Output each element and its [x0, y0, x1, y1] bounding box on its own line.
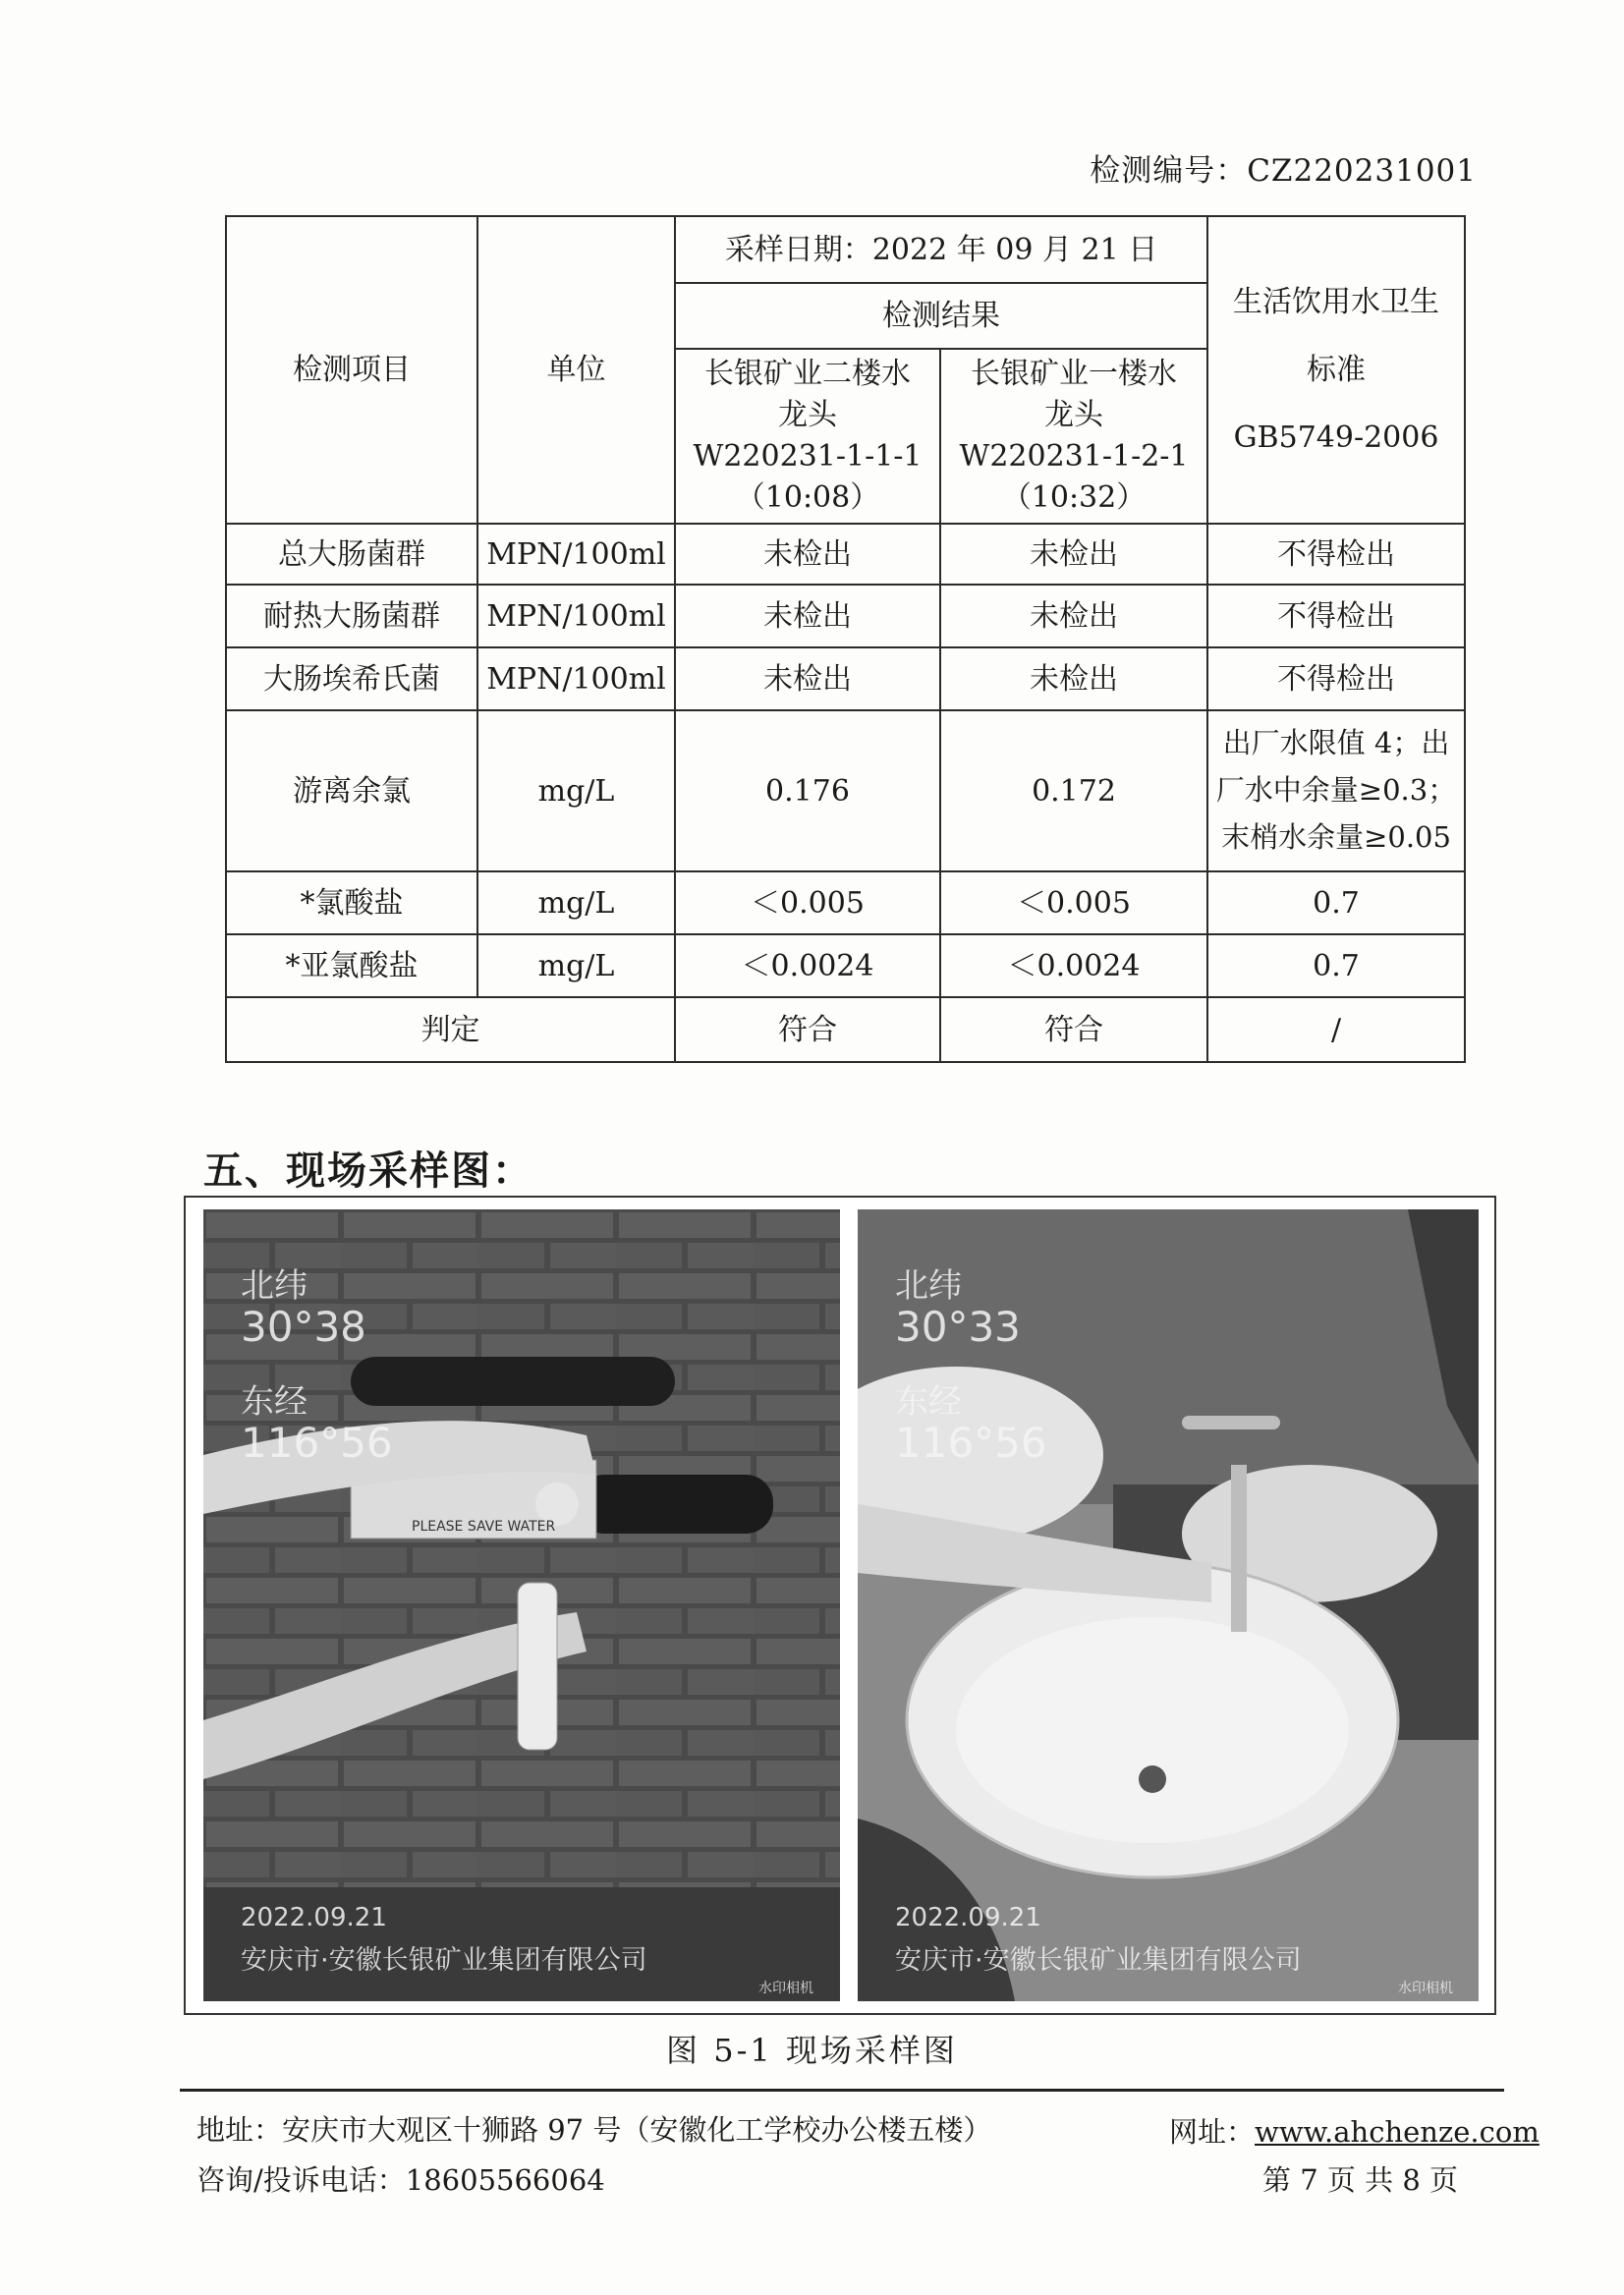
- table-row: [226, 647, 1465, 710]
- verdict-result-1: 符合: [675, 997, 940, 1062]
- row-unit: mg/L: [477, 934, 675, 997]
- row-result-1: 未检出: [675, 524, 940, 585]
- table-row: [226, 524, 1465, 585]
- row-unit: MPN/100ml: [477, 647, 675, 710]
- longitude-label: 东经: [241, 1382, 308, 1422]
- sampling-date: 采样日期：2022 年 09 月 21 日: [675, 216, 1207, 283]
- row-result-1: 0.176: [675, 710, 940, 871]
- figure-caption: 图 5-1 现场采样图: [666, 2032, 958, 2069]
- photo-date: 2022.09.21: [895, 1903, 1041, 1932]
- latitude-label: 北纬: [895, 1266, 962, 1306]
- row-result-2: ＜0.0024: [940, 934, 1207, 997]
- row-result-1: ＜0.005: [675, 871, 940, 934]
- photo-location: 安庆市·安徽长银矿业集团有限公司: [895, 1945, 1302, 1976]
- verdict-result-2: 符合: [940, 997, 1207, 1062]
- table-row: [226, 585, 1465, 647]
- row-result-1: 未检出: [675, 585, 940, 647]
- longitude-value: 116°56: [895, 1419, 1047, 1467]
- row-unit: mg/L: [477, 871, 675, 934]
- footer-phone: 咨询/投诉电话：18605566064: [196, 2163, 605, 2197]
- row-item: *亚氯酸盐: [226, 934, 477, 997]
- latitude-label: 北纬: [241, 1266, 308, 1306]
- row-item: *氯酸盐: [226, 871, 477, 934]
- row-result-2: 未检出: [940, 585, 1207, 647]
- row-unit: MPN/100ml: [477, 585, 675, 647]
- footer-address: 地址：安庆市大观区十狮路 97 号（安徽化工学校办公楼五楼）: [196, 2113, 992, 2147]
- latitude-value: 30°38: [241, 1303, 366, 1351]
- latitude-value: 30°33: [895, 1303, 1021, 1351]
- row-standard: 不得检出: [1207, 585, 1465, 647]
- footer-website: [1169, 2110, 1540, 2151]
- report-number: 检测编号：CZ220231001: [1090, 153, 1477, 189]
- table-row: [226, 871, 1465, 934]
- header-sample-1: 长银矿业二楼水 龙头 W220231-1-1-1 （10:08）: [675, 349, 940, 524]
- row-result-2: ＜0.005: [940, 871, 1207, 934]
- row-standard: 0.7: [1207, 934, 1465, 997]
- sampling-photo-2: [858, 1209, 1479, 2001]
- verdict-label: 判定: [226, 997, 675, 1062]
- row-standard: 出厂水限值 4；出 厂水中余量≥0.3； 末梢水余量≥0.05: [1207, 710, 1465, 871]
- row-standard: 不得检出: [1207, 524, 1465, 585]
- row-unit: MPN/100ml: [477, 524, 675, 585]
- longitude-label: 东经: [895, 1382, 962, 1422]
- row-standard: 0.7: [1207, 871, 1465, 934]
- row-result-2: 0.172: [940, 710, 1207, 871]
- row-item: 游离余氯: [226, 710, 477, 871]
- table-row: [226, 934, 1465, 997]
- sampling-photo-1: [203, 1209, 840, 2001]
- website-label: 网址：: [1169, 2115, 1256, 2149]
- header-sample-2: 长银矿业一楼水 龙头 W220231-1-2-1 （10:32）: [940, 349, 1207, 524]
- test-result-table: [225, 215, 1466, 1063]
- result-header: 检测结果: [675, 283, 1207, 349]
- row-standard: 不得检出: [1207, 647, 1465, 710]
- photo-date: 2022.09.21: [241, 1903, 387, 1932]
- photo-frame: [184, 1196, 1496, 2015]
- row-result-1: 未检出: [675, 647, 940, 710]
- longitude-value: 116°56: [241, 1419, 393, 1467]
- website-link[interactable]: www.ahchenze.com: [1255, 2115, 1540, 2149]
- wall-sign-text: PLEASE SAVE WATER: [412, 1519, 556, 1535]
- row-item: 总大肠菌群: [226, 524, 477, 585]
- row-unit: mg/L: [477, 710, 675, 871]
- header-item: 检测项目: [226, 216, 477, 524]
- table-row: [226, 710, 1465, 871]
- camera-app-mark: 水印相机: [1398, 1981, 1453, 1996]
- row-result-2: 未检出: [940, 647, 1207, 710]
- header-unit: 单位: [477, 216, 675, 524]
- row-result-1: ＜0.0024: [675, 934, 940, 997]
- page-number: 第 7 页 共 8 页: [1262, 2163, 1458, 2197]
- row-item: 耐热大肠菌群: [226, 585, 477, 647]
- row-item: 大肠埃希氏菌: [226, 647, 477, 710]
- photo-location: 安庆市·安徽长银矿业集团有限公司: [241, 1945, 647, 1976]
- header-standard: 生活饮用水卫生 标准 GB5749-2006: [1207, 216, 1465, 524]
- section-title: 五、现场采样图：: [203, 1148, 533, 1194]
- camera-app-mark: 水印相机: [758, 1981, 813, 1996]
- verdict-standard: /: [1207, 997, 1465, 1062]
- verdict-row: [226, 997, 1465, 1062]
- row-result-2: 未检出: [940, 524, 1207, 585]
- footer-divider: [180, 2089, 1504, 2092]
